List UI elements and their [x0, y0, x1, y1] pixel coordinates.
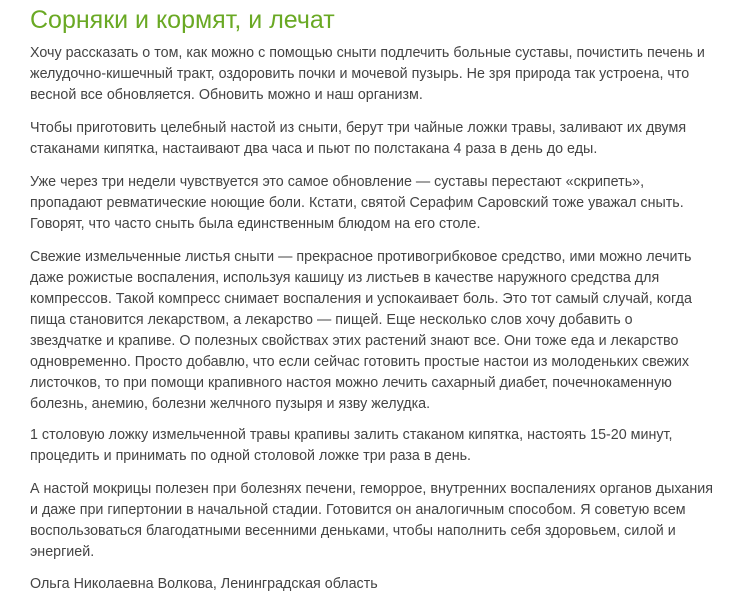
paragraph-line: и даже при гипертонии в начальной стадии. Готовится он аналогичным способом. Я советую всем [30, 502, 686, 518]
article-title: Сорняки и кормят, и лечат [30, 6, 335, 34]
paragraph-line: Хочу рассказать о том, как можно с помощью сныти подлечить больные суставы, почистить печень и [30, 45, 705, 61]
paragraph-line: Свежие измельченные листья сныти — прекрасное противогрибковое средство, ими можно лечить [30, 249, 692, 265]
paragraph-line: листочков, то при помощи крапивного настоя можно лечить сахарный диабет, почечнокаменную [30, 375, 672, 391]
paragraph-line: пища становится лекарством, а лекарство — пищей. Еще несколько слов хочу добавить о [30, 312, 633, 328]
paragraph-line: звездчатке и крапиве. О полезных свойствах этих растений знают все. Они тоже еда и лекарство [30, 333, 679, 349]
paragraph-line: Уже через три недели чувствуется это самое обновление — суставы перестают «скрипеть», [30, 174, 645, 190]
paragraph-line: стаканами кипятка, настаивают два часа и пьют по полстакана 4 раза в день до еды. [30, 141, 598, 157]
paragraph-line: процедить и принимать по одной столовой ложке три раза в день. [30, 448, 472, 464]
paragraph-line: даже рожистые воспаления, используя кашицу из листьев в качестве наружного средства для [30, 270, 660, 286]
paragraph-line: Говорят, что часто сныть была единственным блюдом на его столе. [30, 216, 481, 232]
paragraph-line: компрессов. Такой компресс снимает воспаления и успокаивает боль. Это тот самый случай, когда [30, 291, 692, 307]
paragraph-line: желудочно-кишечный тракт, оздоровить почки и мочевой пузырь. Не зря природа так устроена, что [30, 66, 690, 82]
paragraph-line: А настой мокрицы полезен при болезнях печени, геморрое, внутренних воспалениях органов дыхания [30, 481, 713, 497]
article-paragraph [30, 425, 672, 467]
paragraph-line: одновременно. Просто добавлю, что если сейчас готовить простые настои из молоденьких свежих [30, 354, 690, 370]
paragraph-line: Чтобы приготовить целебный настой из сныти, берут три чайные ложки травы, заливают их двумя [30, 120, 687, 136]
article-paragraph [30, 118, 686, 160]
paragraph-line: весной все обновляется. Обновить можно и наш организм. [30, 87, 423, 103]
article-paragraph [30, 172, 684, 235]
article-paragraph [30, 43, 705, 106]
article-paragraph [30, 247, 692, 415]
paragraph-line: энергией. [30, 544, 95, 560]
article-signature [30, 574, 378, 594]
paragraph-line: 1 столовую ложку измельченной травы крапивы залить стаканом кипятка, настоять 15-20 минут, [30, 427, 673, 443]
signature-line: Ольга Николаевна Волкова, Ленинградская область [30, 576, 378, 592]
article-paragraph [30, 479, 713, 563]
paragraph-line: пропадают ревматические ноющие боли. Кстати, святой Серафим Саровский тоже уважал сныть. [30, 195, 684, 211]
paragraph-line: воспользоваться благодатными весенними деньками, чтобы наполнить себя здоровьем, силой и [30, 523, 676, 539]
paragraph-line: болезнь, анемию, болезни желчного пузыря и язву желудка. [30, 396, 431, 412]
